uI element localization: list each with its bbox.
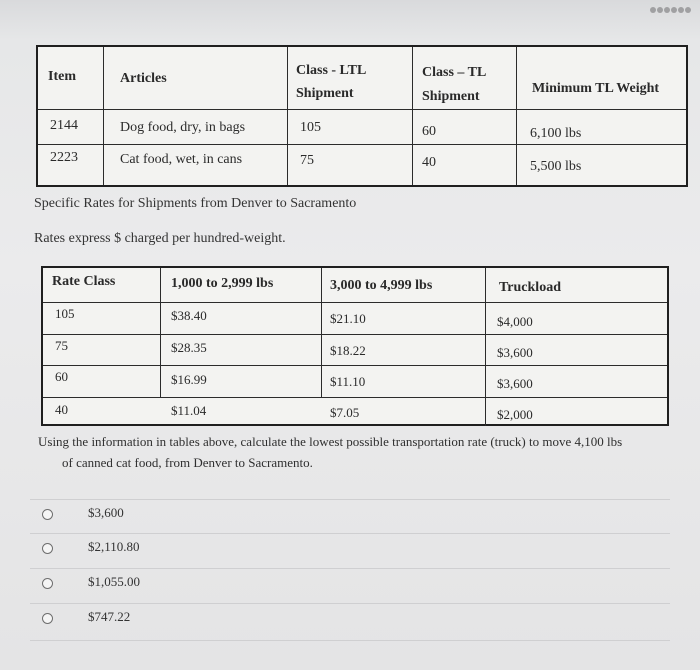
header-truckload: Truckload	[499, 280, 561, 295]
rates-table	[41, 266, 669, 426]
cell-rate-truckload: $4,000	[497, 314, 533, 329]
caption-units: Rates express $ charged per hundred-weight.	[34, 231, 286, 246]
header-tl-line2: Shipment	[422, 89, 480, 104]
cell-rate-range-1: $28.35	[171, 340, 207, 355]
cell-tl: 60	[422, 124, 436, 139]
cell-rate-range-1: $38.40	[171, 308, 207, 323]
cell-item: 2144	[50, 118, 78, 133]
cell-rate-range-1: $16.99	[171, 372, 207, 387]
header-min-weight: Minimum TL Weight	[532, 81, 660, 96]
answer-option-label: $2,110.80	[88, 539, 140, 554]
header-range-2: 3,000 to 4,999 lbs	[330, 278, 433, 293]
radio-button[interactable]	[42, 543, 53, 554]
answer-option-label: $747.22	[88, 609, 131, 624]
cell-ltl: 75	[300, 153, 314, 168]
answer-option-label: $1,055.00	[88, 574, 140, 589]
divider	[30, 640, 670, 641]
cell-min-weight: 6,100 lbs	[530, 126, 582, 141]
loading-dots	[650, 0, 700, 8]
answer-option[interactable]	[30, 499, 690, 535]
cell-rate-truckload: $3,600	[497, 376, 533, 391]
cell-min-weight: 5,500 lbs	[530, 159, 582, 174]
question-line-2: of canned cat food, from Denver to Sacramento.	[62, 455, 313, 470]
header-rate-class: Rate Class	[52, 274, 116, 289]
radio-button[interactable]	[42, 613, 53, 624]
cell-article: Cat food, wet, in cans	[120, 152, 243, 167]
cell-rate-truckload: $2,000	[497, 407, 533, 422]
cell-rate-class: 40	[55, 402, 68, 417]
answer-option[interactable]	[30, 603, 690, 639]
header-ltl-line2: Shipment	[296, 86, 354, 101]
cell-tl: 40	[422, 155, 436, 170]
cell-rate-range-2: $7.05	[330, 405, 360, 420]
cell-rate-range-2: $11.10	[330, 374, 366, 389]
cell-ltl: 105	[300, 120, 321, 135]
header-range-1: 1,000 to 2,999 lbs	[171, 276, 274, 291]
cell-rate-class: 105	[55, 306, 75, 321]
header-item: Item	[48, 69, 76, 84]
cell-rate-range-2: $21.10	[330, 311, 366, 326]
radio-button[interactable]	[42, 509, 53, 520]
answer-option[interactable]	[30, 568, 690, 604]
answer-option-label: $3,600	[88, 505, 124, 520]
cell-item: 2223	[50, 150, 78, 165]
radio-button[interactable]	[42, 578, 53, 589]
cell-article: Dog food, dry, in bags	[120, 120, 246, 135]
cell-rate-range-2: $18.22	[330, 343, 366, 358]
answer-option[interactable]	[30, 533, 690, 569]
header-tl-line1: Class – TL	[422, 65, 487, 80]
cell-rate-truckload: $3,600	[497, 345, 533, 360]
header-ltl-line1: Class - LTL	[296, 63, 367, 78]
caption-title: Specific Rates for Shipments from Denver to Sacramento	[34, 196, 357, 211]
cell-rate-range-1: $11.04	[171, 403, 207, 418]
question-line-1: Using the information in tables above, calculate the lowest possible transportation rate (truck) to move 4,100 lbs	[38, 434, 623, 449]
header-articles: Articles	[120, 71, 167, 86]
cell-rate-class: 60	[55, 369, 68, 384]
articles-table	[36, 45, 688, 187]
cell-rate-class: 75	[55, 338, 68, 353]
